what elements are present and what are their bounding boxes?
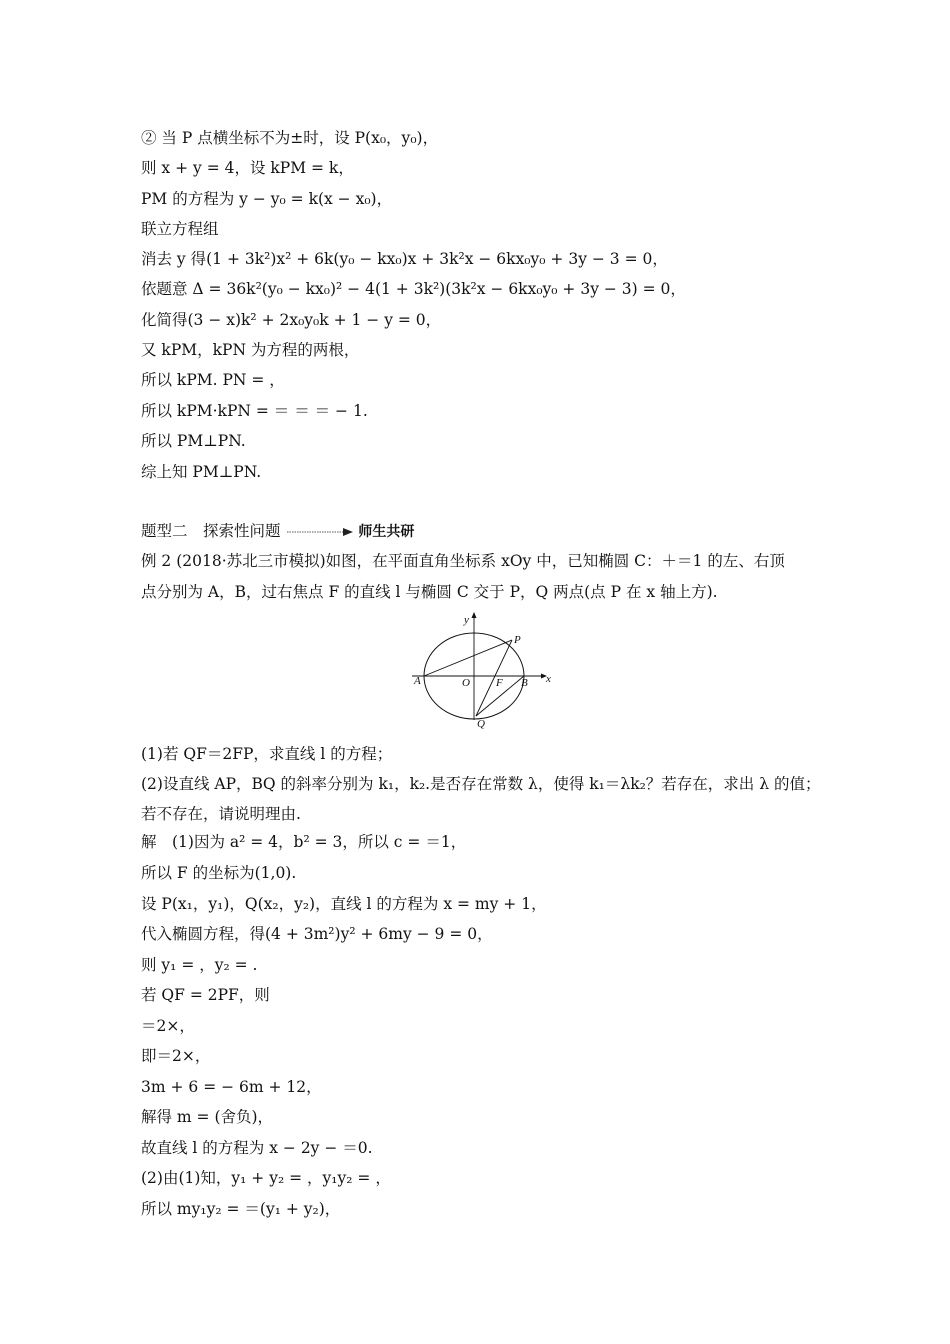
text-line-l7: 化简得(3 − x)k² + 2x₀y₀k + 1 − y = 0， [141,311,442,329]
label-f: F [496,677,503,689]
text-line-l23: 则 y₁ = ，y₂ = . [141,956,258,974]
text-line-l16: (1)若 QF＝2FP，求直线 l 的方程； [141,745,393,763]
label-o: O [462,677,470,689]
y-axis-arrow-icon [472,612,477,618]
ellipse-figure [410,612,555,730]
label-p: P [514,634,521,646]
text-line-l10: 所以 kPM·kPN = ＝ ＝ ＝ − 1. [141,402,368,420]
text-line-l15: 点分别为 A，B，过右焦点 F 的直线 l 与椭圆 C 交于 P，Q 两点(点 P 在 x 轴上方). [141,583,718,601]
text-line-l9: 所以 kPM. PN = ， [141,371,285,389]
label-x: x [546,673,551,685]
label-y: y [464,614,469,626]
text-line-l22: 代入椭圆方程，得(4 + 3m²)y² + 6my − 9 = 0， [141,925,493,943]
text-line-l6: 依题意 Δ = 36k²(y₀ − kx₀)² − 4(1 + 3k²)(3k²x − 6kx₀y₀ + 3y − 3) = 0， [141,280,686,298]
text-line-l17: (2)设直线 AP，BQ 的斜率分别为 k₁，k₂.是否存在常数 λ，使得 k₁＝λk₂？若存在，求出 λ 的值； [141,775,821,793]
text-line-l3: PM 的方程为 y − y₀ = k(x − x₀)， [141,190,393,208]
text-line-l29: 故直线 l 的方程为 x − 2y − ＝0. [141,1139,373,1157]
section-tag: 师生共研 [358,524,415,540]
section-title: 题型二 探索性问题 [141,522,281,540]
text-line-l30: (2)由(1)知，y₁ + y₂ = ，y₁y₂ = ， [141,1169,391,1187]
text-line-l5: 消去 y 得(1 + 3k²)x² + 6k(y₀ − kx₀)x + 3k²x − 6kx₀y₀ + 3y − 3 = 0， [141,250,668,268]
text-line-l1: ② 当 P 点横坐标不为±时，设 P(x₀，y₀)， [141,129,439,147]
text-line-l8: 又 kPM，kPN 为方程的两根， [141,341,360,359]
text-line-l19: 解 (1)因为 a² = 4，b² = 3，所以 c = ＝1， [141,833,467,851]
arrow-icon [287,521,353,543]
label-q: Q [477,718,485,730]
text-line-l24: 若 QF = 2PF，则 [141,986,270,1004]
text-line-l14: 例 2 (2018·苏北三市模拟)如图，在平面直角坐标系 xOy 中，已知椭圆 C：＋＝1 的左、右顶 [141,552,785,570]
text-line-l20: 所以 F 的坐标为(1,0). [141,864,297,882]
text-line-l26: 即＝2×， [141,1047,211,1065]
text-line-l18: 若不存在，请说明理由. [141,805,301,823]
text-line-l27: 3m + 6 = − 6m + 12， [141,1078,322,1096]
line-ap [424,640,512,676]
text-line-l2: 则 x + y = 4，设 kPM = k， [141,159,354,177]
text-line-l31: 所以 my₁y₂ = ＝(y₁ + y₂)， [141,1200,341,1218]
line-pq [476,640,512,716]
text-line-l21: 设 P(x₁，y₁)，Q(x₂，y₂)，直线 l 的方程为 x = my + 1， [141,895,547,913]
text-line-l28: 解得 m = (舍负)， [141,1108,274,1126]
section-heading [141,520,414,543]
text-line-l4: 联立方程组 [141,220,219,238]
text-line-l12: 综上知 PM⊥PN. [141,463,262,481]
text-line-l25: ＝2×， [141,1017,195,1035]
label-a: A [414,675,421,687]
text-line-l11: 所以 PM⊥PN. [141,432,246,450]
label-b: B [521,677,528,689]
